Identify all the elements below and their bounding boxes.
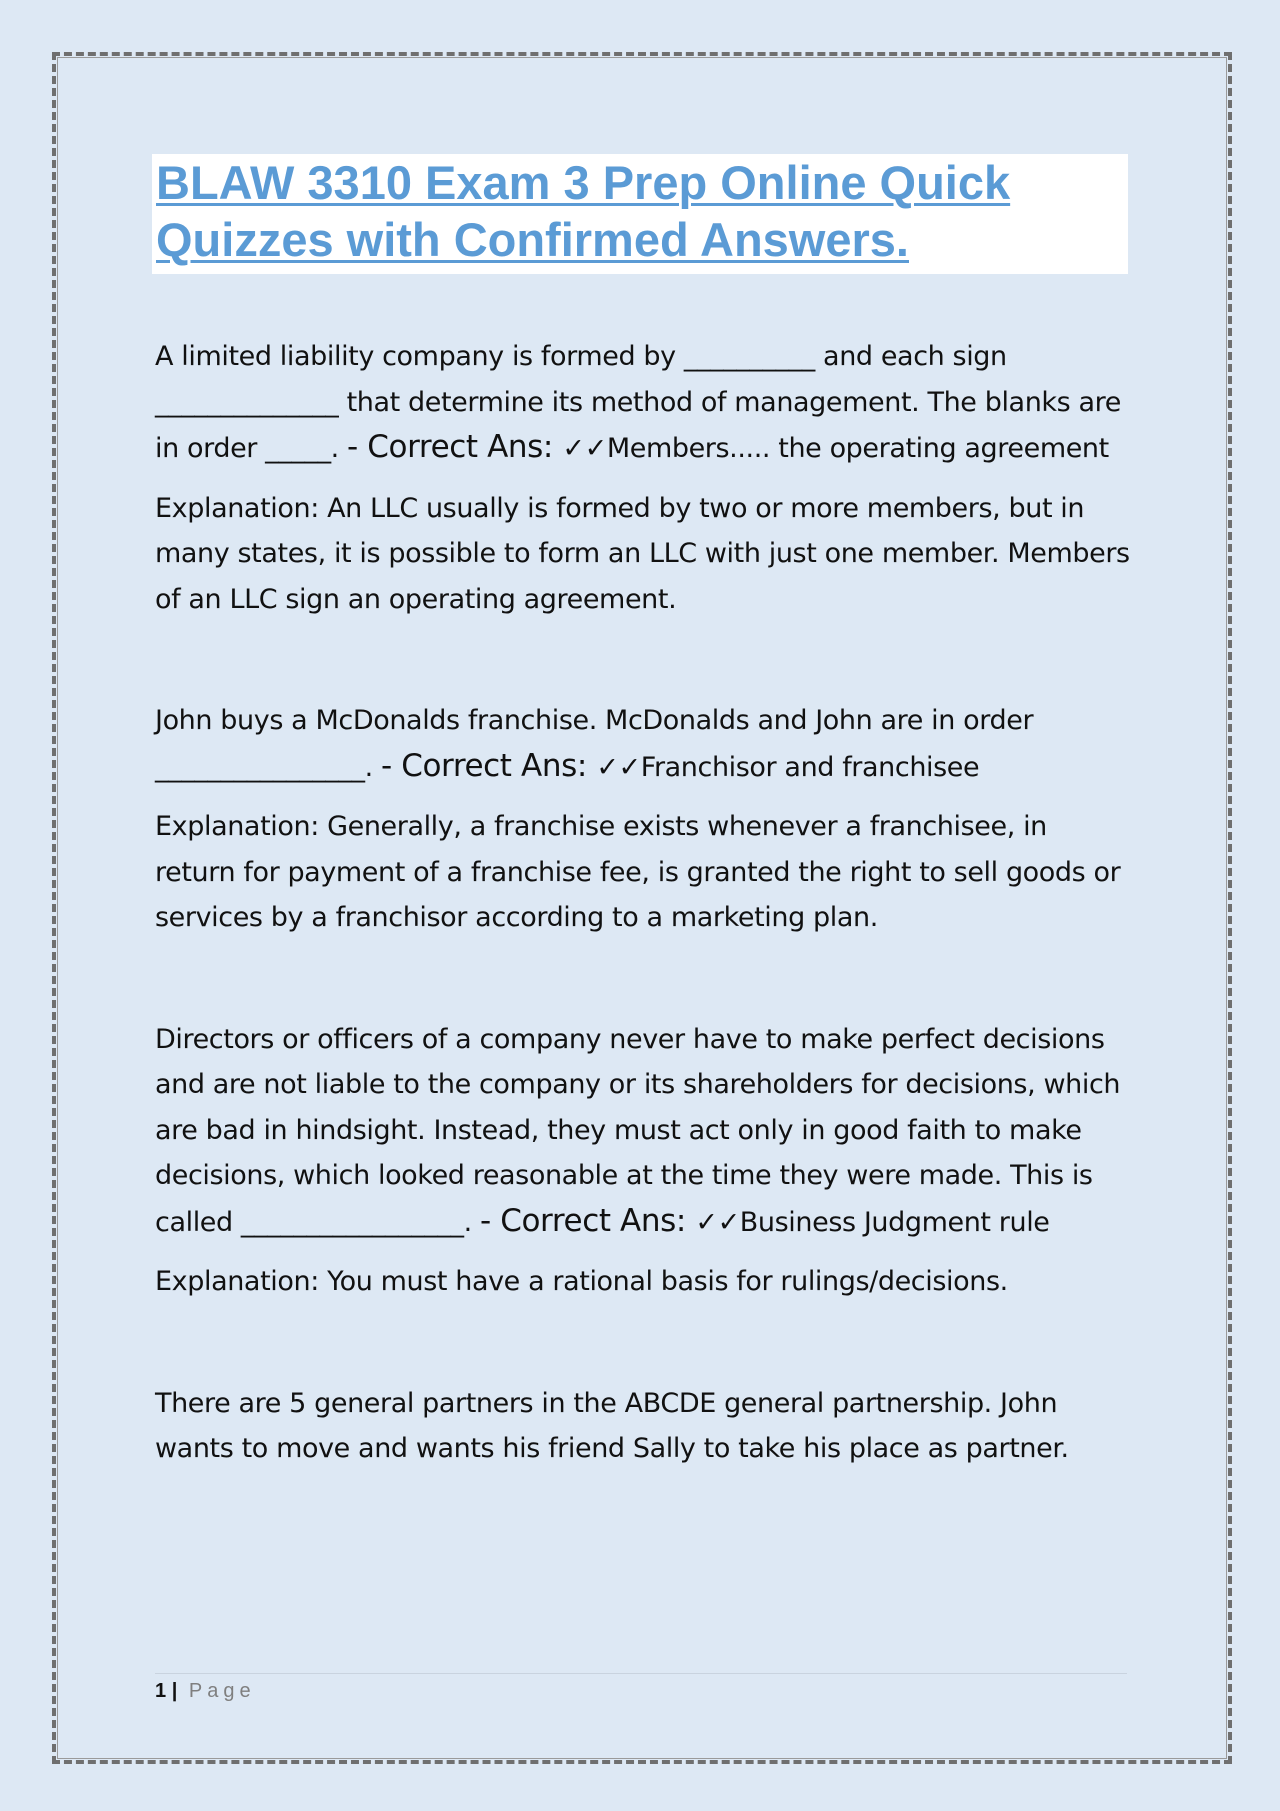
question-text: A limited liability company is formed by __________ and each sign ______________ that determine its method of management. The blanks are in order _____. [155,341,1121,464]
page-label: Page [188,1680,256,1702]
question-3 [155,1017,1135,1246]
answer-lead: - Correct Ans: [480,1202,696,1239]
explanation-2: Explanation: Generally, a franchise exists whenever a franchisee, in return for payment of a franchise fee, is granted the right to sell goods or services by a franchisor according to a marketing plan. [155,811,1121,933]
answer-text: ✓✓Business Judgment rule [695,1206,1050,1238]
document-body [155,334,1135,1486]
answer-lead: - Correct Ans: [380,747,597,784]
question-1 [155,334,1135,472]
page-footer [155,1680,256,1703]
question-text: There are 5 general partners in the ABCDE general partnership. John wants to move and wants his friend Sally to take his place as partner. [155,1387,1069,1464]
page-number: 1 [155,1680,167,1702]
explanation-3: Explanation: You must have a rational basis for rulings/decisions. [155,1266,1008,1297]
answer-text: ✓✓Franchisor and franchisee [596,751,980,783]
explanation-1: Explanation: An LLC usually is formed by two or more members, but in many states, it is possible to form an LLC with just one member. Members of an LLC sign an operating agreement. [155,492,1130,615]
question-text: Directors or officers of a company never have to make perfect decisions and are not liable to the company or its shareholders for decisions, which are bad in hindsight. Instead, they must act only in good faith to make decisions, which looked reasonable at the time they were made. This is called _________________. [155,1023,1121,1238]
question-4 [155,1381,1135,1472]
title-box [152,154,1128,274]
footer-divider [155,1673,1127,1674]
document-title: BLAW 3310 Exam 3 Prep Online Quick Quizzes with Confirmed Answers. [156,156,1011,266]
question-2 [155,698,1135,790]
answer-lead: - Correct Ans: [347,429,563,465]
question-text: John buys a McDonalds franchise. McDonalds and John are in order ________________. [155,705,1034,783]
footer-separator: | [171,1680,178,1702]
answer-text: ✓✓Members..... the operating agreement [562,433,1109,464]
